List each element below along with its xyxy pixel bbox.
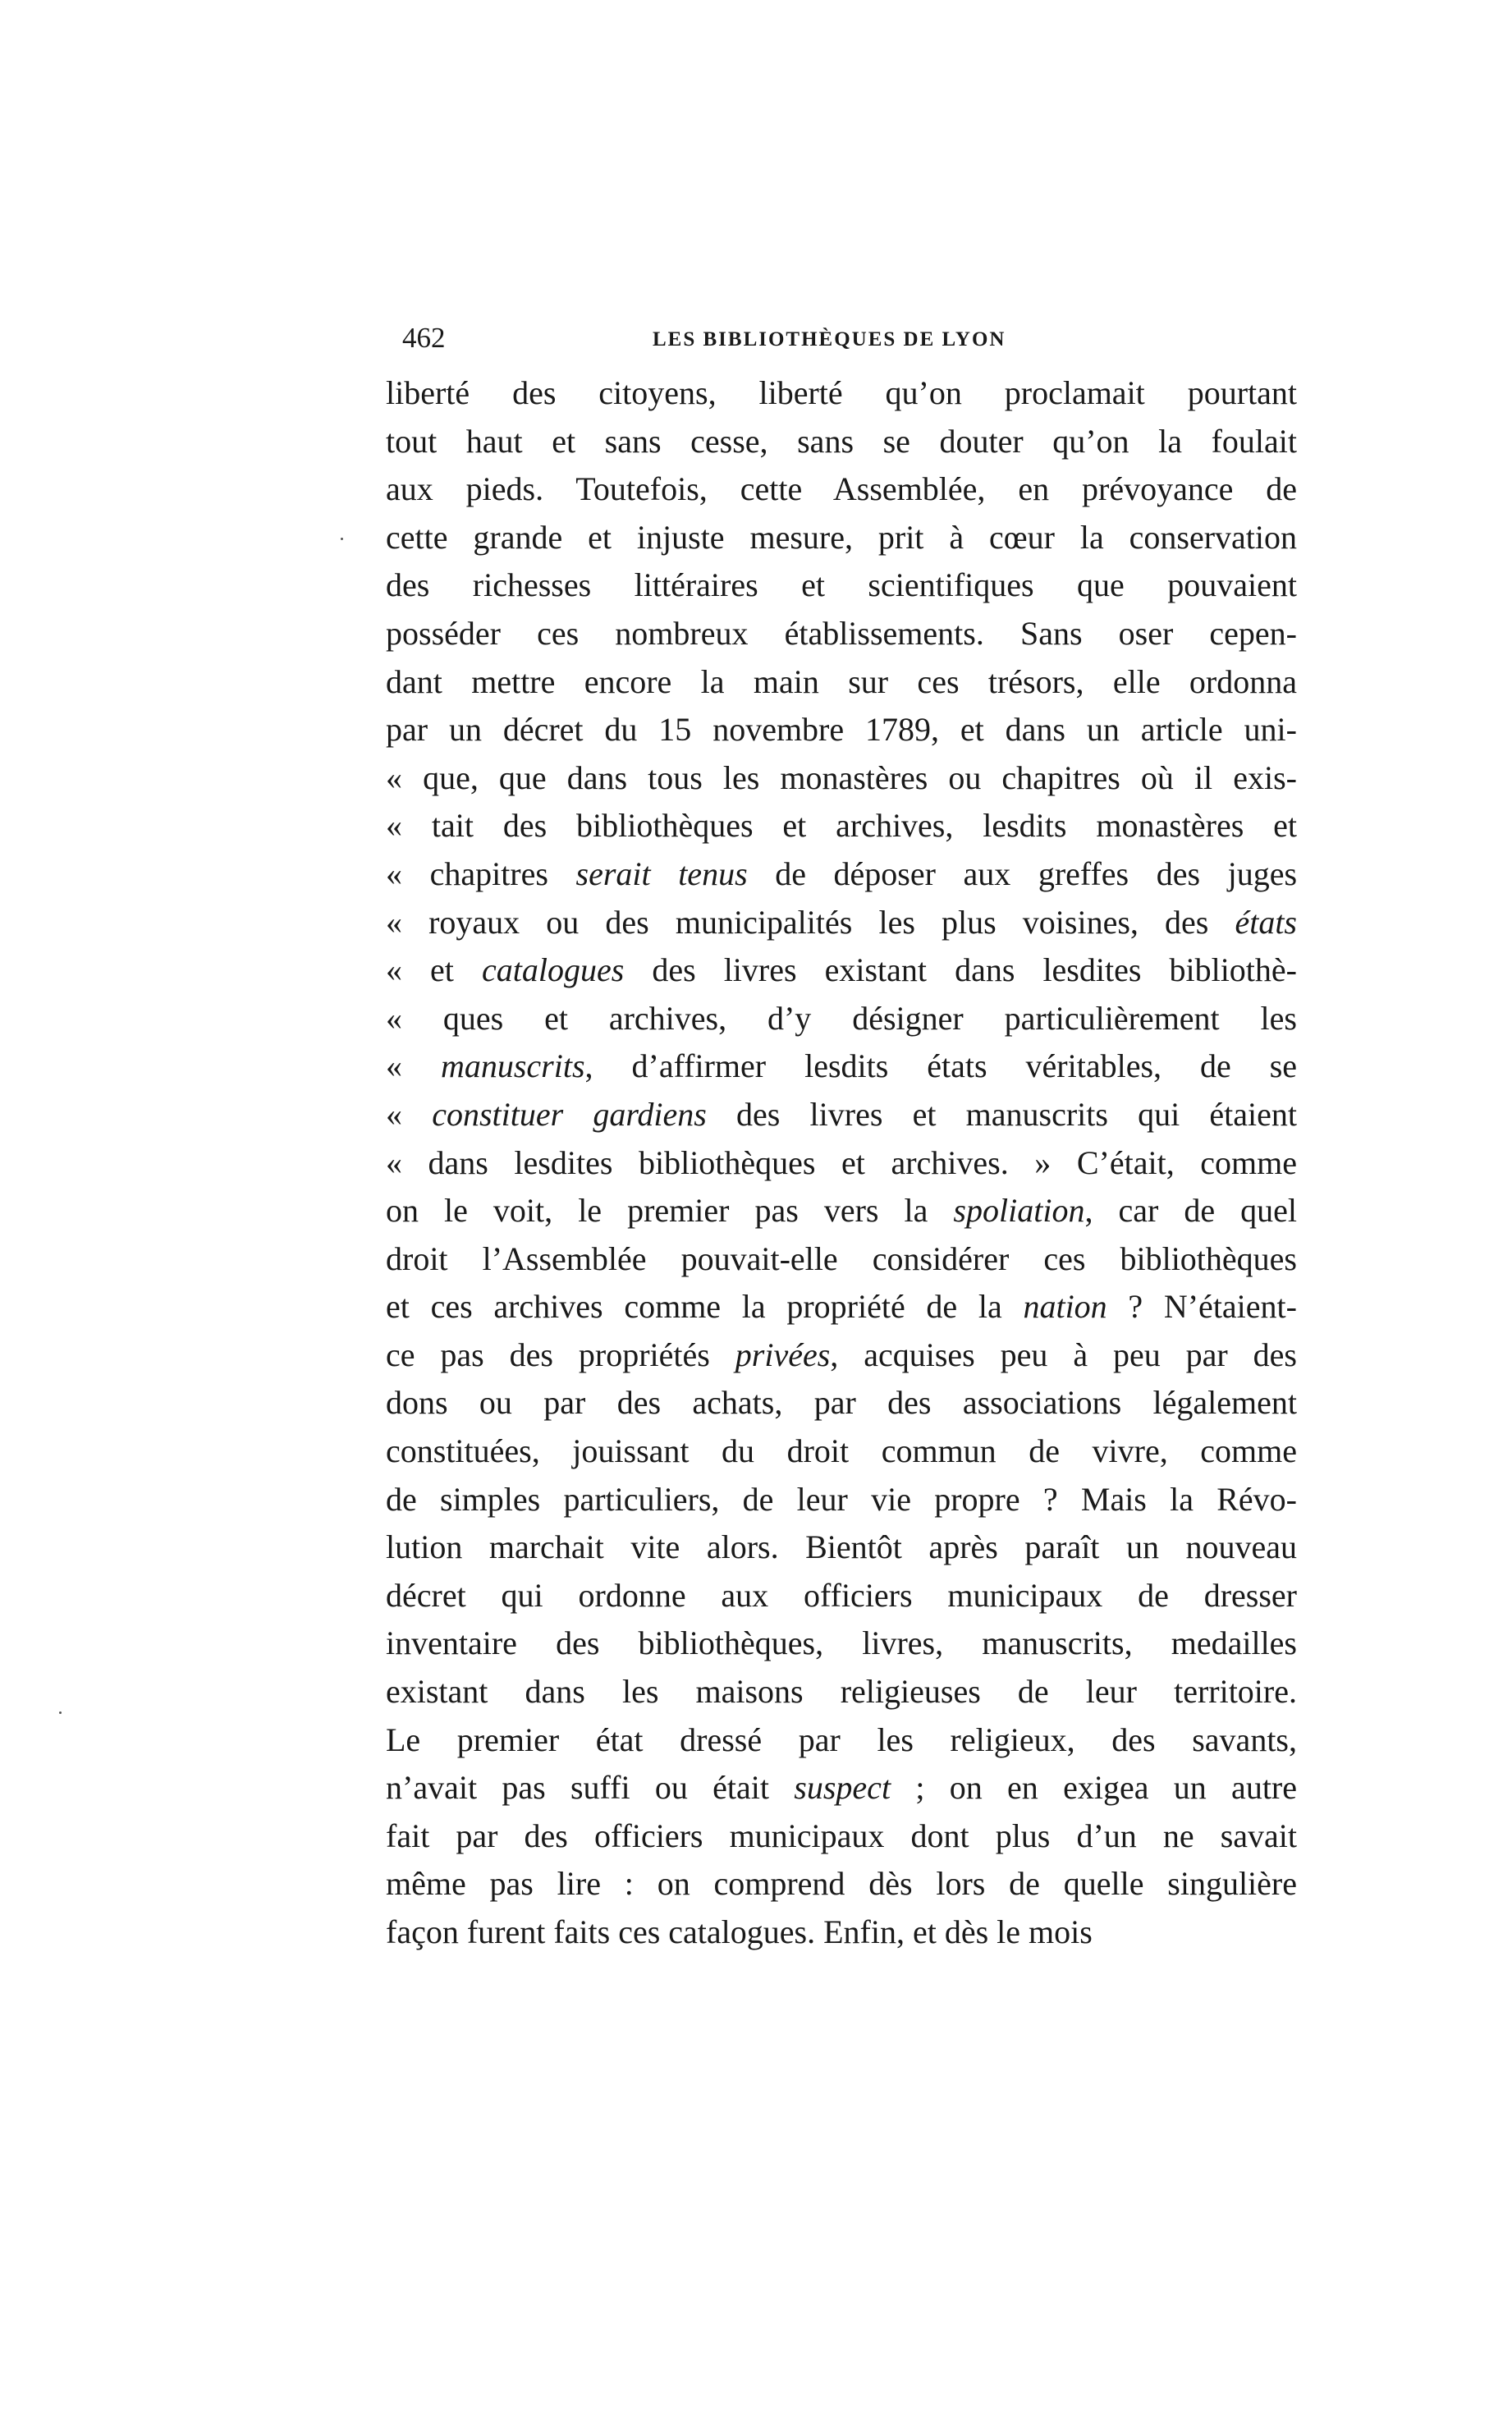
text-line [386,1572,1297,1620]
text-run: « royaux ou des municipalités les plus voisines, des [386,903,1235,941]
text-line [386,1908,1297,1957]
text-line [386,465,1297,514]
text-run: n’avait pas suffi ou était [386,1769,795,1807]
text-run: de déposer aux greffes des juges [747,855,1297,892]
text-run: « tait des bibliothèques et archives, lesdits monastères et [386,807,1297,845]
text-line [386,946,1297,995]
text-run: ? N’étaient- [1107,1288,1297,1326]
text-run: cette grande et injuste mesure, prit à cœur la conservation [386,518,1297,556]
text-run: existant dans les maisons religieuses de leur territoire. [386,1673,1297,1711]
text-line [386,658,1297,707]
italic-text: privées [735,1336,831,1373]
text-run: , acquises peu à peu par des [830,1336,1297,1373]
italic-text: nation [1023,1288,1107,1326]
page-number: 462 [402,322,446,354]
text-run: lution marchait vite alors. Bientôt après paraît un nouveau [386,1528,1297,1566]
italic-text: serait tenus [575,855,748,892]
text-run: « dans lesdites bibliothèques et archives. » C’était, comme [386,1143,1297,1181]
margin-speck [59,1711,62,1714]
running-head [402,318,1330,358]
text-line [386,1860,1297,1908]
text-line [386,1379,1297,1427]
text-run: « que, que dans tous les monastères ou chapitres où il exis- [386,758,1297,796]
text-run: des livres existant dans lesdites bibliothè- [624,951,1297,989]
text-run: « [386,1047,441,1085]
text-run: « ques et archives, d’y désigner particulièrement les [386,999,1297,1037]
text-line [386,1620,1297,1668]
text-line [386,1235,1297,1284]
text-line [386,850,1297,899]
text-run: « chapitres [386,855,576,892]
text-run: droit l’Assemblée pouvait-elle considérer ces bibliothèques [386,1239,1297,1277]
italic-text: catalogues [481,951,625,989]
margin-speck [341,538,343,540]
text-run: fait par des officiers municipaux dont plus d’un ne savait [386,1817,1297,1854]
italic-text: manuscrits [440,1047,585,1085]
running-title: LES BIBLIOTHÈQUES DE LYON [653,328,1006,351]
text-run: des livres et manuscrits qui étaient [706,1095,1297,1133]
text-line [386,1812,1297,1861]
text-line [386,610,1297,658]
text-run: constituées, jouissant du droit commun de vivre, comme [386,1432,1297,1470]
text-line [386,1668,1297,1716]
italic-text: spoliation [953,1192,1085,1230]
text-run: ce pas des propriétés [386,1336,735,1373]
text-line [386,1716,1297,1765]
text-run: liberté des citoyens, liberté qu’on proclamait pourtant [386,374,1297,411]
text-run: dons ou par des achats, par des associations légalement [386,1384,1297,1422]
italic-text: constituer gardiens [432,1095,707,1133]
text-line [386,514,1297,562]
italic-text: états [1235,903,1297,941]
text-run: posséder ces nombreux établissements. Sans oser cepen- [386,614,1297,652]
text-run: dant mettre encore la main sur ces trésors, elle ordonna [386,662,1297,700]
text-line [386,418,1297,466]
text-run: « [386,1095,433,1133]
text-line [386,1187,1297,1235]
text-run: tout haut et sans cesse, sans se douter qu’on la foulait [386,422,1297,460]
text-line [386,1139,1297,1188]
text-run: inventaire des bibliothèques, livres, manuscrits, medailles [386,1624,1297,1662]
text-line [386,1476,1297,1524]
text-line [386,369,1297,418]
text-run: même pas lire : on comprend dès lors de quelle singulière [386,1865,1297,1903]
italic-text: suspect [794,1769,891,1807]
text-line [386,995,1297,1043]
text-run: façon furent faits ces catalogues. Enfin, et dès le mois [386,1913,1093,1950]
text-run: on le voit, le premier pas vers la [386,1192,954,1230]
text-line [386,1283,1297,1331]
text-run: Le premier état dressé par les religieux, des savants, [386,1721,1297,1758]
text-line [386,1764,1297,1812]
text-run: ; on en exigea un autre [891,1769,1297,1807]
text-line [386,802,1297,850]
text-line [386,706,1297,754]
text-run: « et [386,951,482,989]
text-run: aux pieds. Toutefois, cette Assemblée, en prévoyance de [386,470,1297,508]
text-run: , car de quel [1084,1192,1297,1230]
text-line [386,561,1297,610]
body-text [386,369,1297,1957]
text-run: de simples particuliers, de leur vie propre ? Mais la Révo- [386,1480,1297,1518]
text-line [386,1091,1297,1139]
text-line [386,1331,1297,1380]
text-run: par un décret du 15 novembre 1789, et dans un article uni- [386,711,1297,749]
text-run: des richesses littéraires et scientifiques que pouvaient [386,566,1297,604]
text-line [386,1523,1297,1572]
text-line [386,1042,1297,1091]
text-run: , d’affirmer lesdits états véritables, de se [584,1047,1297,1085]
text-run: et ces archives comme la propriété de la [386,1288,1024,1326]
text-line [386,899,1297,947]
text-line [386,1427,1297,1476]
text-line [386,754,1297,803]
text-run: décret qui ordonne aux officiers municipaux de dresser [386,1576,1297,1614]
